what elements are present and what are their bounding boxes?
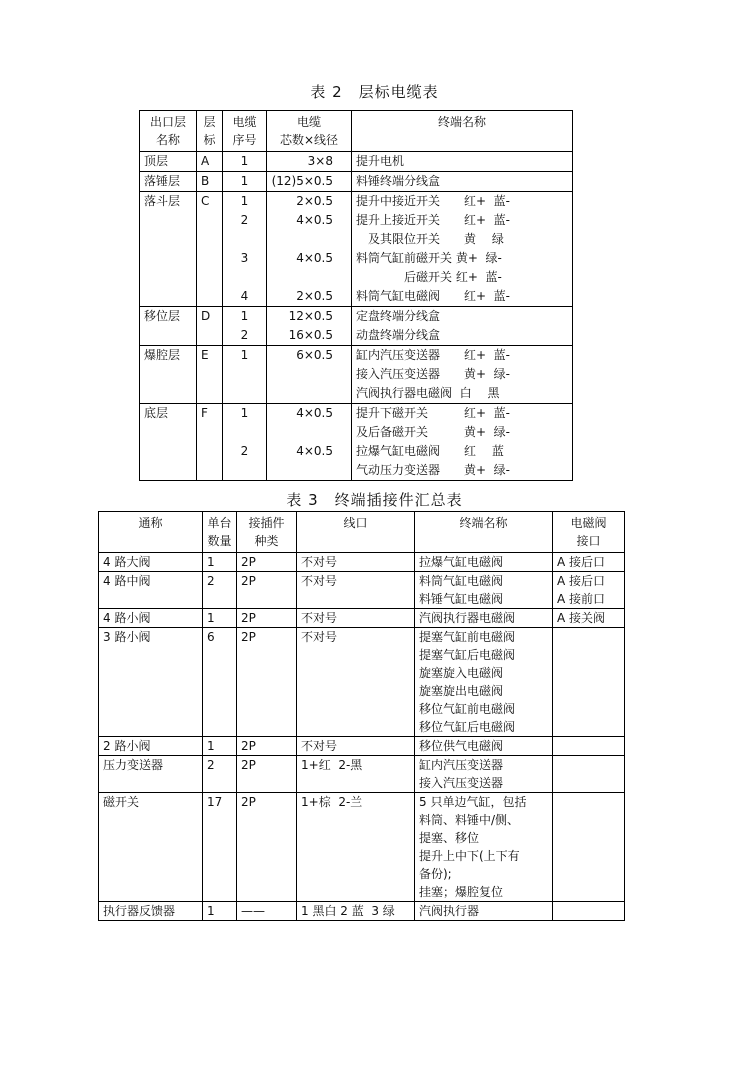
cable-spec-line: 4×0.5 [296,406,333,420]
cell-name-text: 4 路中阀 [103,574,151,588]
cell-wire-text: 不对号 [301,574,338,588]
layer-mark-text: C [201,194,210,208]
cable-spec [267,307,352,346]
table-row [140,307,573,346]
terminal-name [352,346,573,404]
cable-spec-line: 2×0.5 [296,194,333,208]
layer-mark-text: F [201,406,208,420]
terminal-name-line: 料锤气缸电磁阀 [419,592,504,606]
cell-wire [297,553,415,572]
terminal-name-line: 接入汽压变送器 黄+ 绿- [356,367,511,381]
cable-spec-line: 16×0.5 [288,328,333,342]
cell-name-text: 4 路大阀 [103,555,151,569]
cable-spec-line: 4×0.5 [296,213,333,227]
terminal-name-line: 料筒气缸前磁开关 黄+ 绿- [356,251,502,265]
cable-seq-line: 2 [240,328,249,342]
layer-name-text: 底层 [144,406,169,420]
layer-mark [197,346,223,404]
valve-port [553,628,625,737]
cell-qty-text: 1 [207,739,215,753]
terminal-name-line: 动盘终端分线盒 [356,328,441,342]
cell-name [99,609,203,628]
cable-spec-line [267,423,333,442]
cell-name-text: 3 路小阀 [103,630,151,644]
column-header [99,512,203,553]
cable-seq [223,307,267,346]
valve-port-line: A 接后口 [557,555,606,569]
cell-wire [297,756,415,793]
cell-type-text: 2P [241,758,256,772]
cell-qty [203,902,237,921]
table-row [140,192,573,307]
cable-spec [267,346,352,404]
cell-name [99,628,203,737]
layer-name-text: 顶层 [144,154,169,168]
cell-type [237,572,297,609]
cable-seq [223,404,267,481]
cable-seq-line [223,384,266,403]
cell-name [99,756,203,793]
cell-qty [203,572,237,609]
cable-seq-line: 1 [240,406,249,420]
cell-name [99,553,203,572]
cable-seq [223,172,267,192]
column-header [223,111,267,152]
table-row [99,756,625,793]
cell-qty-text: 6 [207,630,215,644]
layer-mark [197,172,223,192]
terminal-name-line: 定盘终端分线盒 [356,309,441,323]
cell-wire-text: 不对号 [301,611,338,625]
terminal-name [352,404,573,481]
column-header-line: 通称 [138,516,163,530]
cell-name-text: 磁开关 [103,795,140,809]
valve-port [553,572,625,609]
column-header-line: 电缆 [296,115,321,129]
cell-type-text: 2P [241,739,256,753]
cable-seq-line [223,365,266,384]
cell-qty [203,756,237,793]
cell-qty-text: 1 [207,904,215,918]
column-header-line: 终端名称 [459,516,508,530]
table-row [99,553,625,572]
cable-seq-line [223,230,266,249]
cell-qty-text: 1 [207,555,215,569]
column-header [415,512,553,553]
cell-wire-text: 不对号 [301,739,338,753]
layer-name [140,152,197,172]
terminal-name-line: 后磁开关 红+ 蓝- [356,270,502,284]
cell-wire [297,902,415,921]
cable-spec-line: 6×0.5 [296,348,333,362]
cell-qty-text: 2 [207,574,215,588]
cell-name [99,793,203,902]
cell-type [237,756,297,793]
terminal-name-line: 拉爆气缸电磁阀 [419,555,504,569]
cable-seq-line: 1 [240,309,249,323]
terminal-name-line: 提升上接近开关 红+ 蓝- [356,213,511,227]
column-header-line: 电磁阀 [570,516,607,530]
terminal-name [415,609,553,628]
table-row [140,346,573,404]
terminal-name-line: 提升上中下(上下有 [419,849,520,863]
terminal-name [352,192,573,307]
terminal-name-line: 提升电机 [356,154,405,168]
layer-name [140,346,197,404]
header-row [140,111,573,152]
cable-seq-line [223,461,266,480]
table3-caption: 表 3 终端插接件汇总表 [286,491,463,509]
terminal-name [352,307,573,346]
cell-name [99,902,203,921]
terminal-name-line: 料筒气缸电磁阀 红+ 蓝- [356,289,511,303]
cell-type [237,553,297,572]
terminal-name-line: 缸内汽压变送器 [419,758,504,772]
cell-wire-text: 1 黑白 2 蓝 3 绿 [301,904,395,918]
cable-spec-line: (12)5×0.5 [271,174,333,188]
cable-spec-line [267,230,333,249]
column-header-line: 种类 [254,534,279,548]
cell-type [237,609,297,628]
cell-qty-text: 2 [207,758,215,772]
column-header-line: 接插件 [248,516,285,530]
cable-spec-line [267,461,333,480]
terminal-name-line: 移位气缸后电磁阀 [419,720,516,734]
valve-port-line: A 接后口 [557,574,606,588]
terminal-name [352,152,573,172]
terminal-name-line: 气动压力变送器 黄+ 绿- [356,463,511,477]
valve-port [553,553,625,572]
terminal-name [415,628,553,737]
column-header-line: 单台 [207,516,232,530]
cable-seq-line: 2 [240,213,249,227]
layer-mark-text: B [201,174,210,188]
valve-port [553,793,625,902]
cable-spec-line [267,365,333,384]
column-header [140,111,197,152]
cable-spec [267,172,352,192]
cell-qty [203,793,237,902]
layer-mark [197,404,223,481]
cable-seq-line: 4 [240,289,249,303]
table-row [140,152,573,172]
table-row [99,572,625,609]
terminal-name-line: 备份); [419,867,452,881]
terminal-name [415,553,553,572]
cable-seq-line [223,268,266,287]
cable-seq [223,152,267,172]
column-header [197,111,223,152]
cell-qty [203,553,237,572]
table-row [99,628,625,737]
cable-seq-line: 2 [240,444,249,458]
terminal-name-line: 料锤终端分线盒 [356,174,441,188]
table-row [99,609,625,628]
cable-seq-line: 1 [240,154,249,168]
cell-name-text: 压力变送器 [103,758,164,772]
layer-name [140,404,197,481]
terminal-name [352,172,573,192]
terminal-name-line: 及其限位开关 黄 绿 [356,232,504,246]
layer-mark-text: E [201,348,209,362]
cell-wire-text: 不对号 [301,630,338,644]
cable-seq-line: 1 [240,348,249,362]
column-header-line: 接口 [576,534,601,548]
cell-qty [203,628,237,737]
cable-spec [267,152,352,172]
table-row [99,902,625,921]
cable-spec-line [267,268,333,287]
cell-name [99,572,203,609]
cable-seq [223,346,267,404]
cable-table [139,110,573,481]
cell-type-text: 2P [241,795,256,809]
cell-qty-text: 17 [207,795,223,809]
cable-seq [223,192,267,307]
cable-spec-line: 4×0.5 [296,251,333,265]
column-header [553,512,625,553]
column-header-line: 线口 [343,516,368,530]
cable-spec-line: 12×0.5 [288,309,333,323]
terminal-name-line: 提升下磁开关 红+ 蓝- [356,406,511,420]
terminal-name [415,737,553,756]
layer-mark [197,192,223,307]
cell-wire [297,737,415,756]
cell-wire [297,572,415,609]
header-row [99,512,625,553]
column-header [297,512,415,553]
cell-qty-text: 1 [207,611,215,625]
terminal-name-line: 提塞、移位 [419,831,480,845]
table-row [140,404,573,481]
valve-port [553,737,625,756]
terminal-name [415,572,553,609]
cable-seq-line: 1 [240,174,249,188]
column-header [203,512,237,553]
cell-wire-text: 1+棕 2-兰 [301,795,363,809]
cell-type [237,628,297,737]
cell-wire [297,628,415,737]
cell-type-text: —— [241,904,265,918]
terminal-name-line: 料筒气缸电磁阀 [419,574,504,588]
valve-port [553,756,625,793]
valve-port [553,609,625,628]
table-row [140,172,573,192]
valve-port-line: A 接前口 [557,592,606,606]
layer-name [140,192,197,307]
terminal-name-line: 旋塞旋出电磁阀 [419,684,504,698]
valve-port-line: A 接关阀 [557,611,606,625]
layer-name-text: 移位层 [144,309,181,323]
cable-spec-line: 4×0.5 [296,444,333,458]
terminal-name-line: 移位气缸前电磁阀 [419,702,516,716]
terminal-name-line: 挂塞；爆腔复位 [419,885,504,899]
cell-name-text: 2 路小阀 [103,739,151,753]
column-header-line: 层 [203,115,216,129]
column-header-line: 芯数×线径 [279,133,339,147]
layer-name-text: 落斗层 [144,194,181,208]
cable-spec-line [267,384,333,403]
cell-type [237,793,297,902]
terminal-name [415,756,553,793]
column-header-line: 出口层 [149,115,186,129]
cell-name-text: 4 路小阀 [103,611,151,625]
table2-caption: 表 2 层标电缆表 [310,83,439,101]
cell-type-text: 2P [241,555,256,569]
terminal-name-line: 缸内汽压变送器 红+ 蓝- [356,348,511,362]
cell-name [99,737,203,756]
column-header-line: 标 [203,133,216,147]
cell-type-text: 2P [241,611,256,625]
column-header [237,512,297,553]
terminal-name-line: 汽阀执行器电磁阀 [419,611,516,625]
terminal-name-line: 及后备磁开关 黄+ 绿- [356,425,511,439]
cable-spec [267,404,352,481]
cable-seq-line: 1 [240,194,249,208]
cell-name-text: 执行器反馈器 [103,904,176,918]
cell-qty [203,737,237,756]
terminal-name-line: 汽阀执行器电磁阀 白 黑 [356,386,500,400]
layer-mark [197,307,223,346]
terminal-name-line: 拉爆气缸电磁阀 红 蓝 [356,444,504,458]
layer-name [140,307,197,346]
cable-seq-line [223,423,266,442]
connector-table [98,511,625,921]
cell-wire [297,609,415,628]
layer-name [140,172,197,192]
column-header-line: 终端名称 [437,115,486,129]
column-header-line: 名称 [155,133,180,147]
cell-type [237,902,297,921]
terminal-name-line: 提塞气缸前电磁阀 [419,630,516,644]
terminal-name [415,793,553,902]
terminal-name-line: 提升中接近开关 红+ 蓝- [356,194,511,208]
terminal-name-line: 接入汽压变送器 [419,776,504,790]
table-row [99,737,625,756]
cell-wire-text: 不对号 [301,555,338,569]
column-header [267,111,352,152]
cell-wire [297,793,415,902]
table-row [99,793,625,902]
column-header-line: 数量 [207,534,232,548]
cell-type-text: 2P [241,630,256,644]
valve-port [553,902,625,921]
cell-type-text: 2P [241,574,256,588]
cell-wire-text: 1+红 2-黑 [301,758,363,772]
terminal-name-line: 移位供气电磁阀 [419,739,504,753]
column-header-line: 电缆 [232,115,257,129]
cable-seq-line: 3 [240,251,249,265]
cell-type [237,737,297,756]
cable-spec [267,192,352,307]
column-header [352,111,573,152]
cable-spec-line: 3×8 [307,154,333,168]
cable-spec-line: 2×0.5 [296,289,333,303]
layer-name-text: 落锤层 [144,174,181,188]
column-header-line: 序号 [232,133,257,147]
terminal-name-line: 汽阀执行器 [419,904,480,918]
terminal-name-line: 提塞气缸后电磁阀 [419,648,516,662]
layer-name-text: 爆腔层 [144,348,181,362]
cell-qty [203,609,237,628]
terminal-name-line: 旋塞旋入电磁阀 [419,666,504,680]
layer-mark-text: A [201,154,210,168]
terminal-name [415,902,553,921]
layer-mark [197,152,223,172]
layer-mark-text: D [201,309,211,323]
terminal-name-line: 料筒、料锤中/侧、 [419,813,520,827]
terminal-name-line: 5 只单边气缸，包括 [419,795,527,809]
